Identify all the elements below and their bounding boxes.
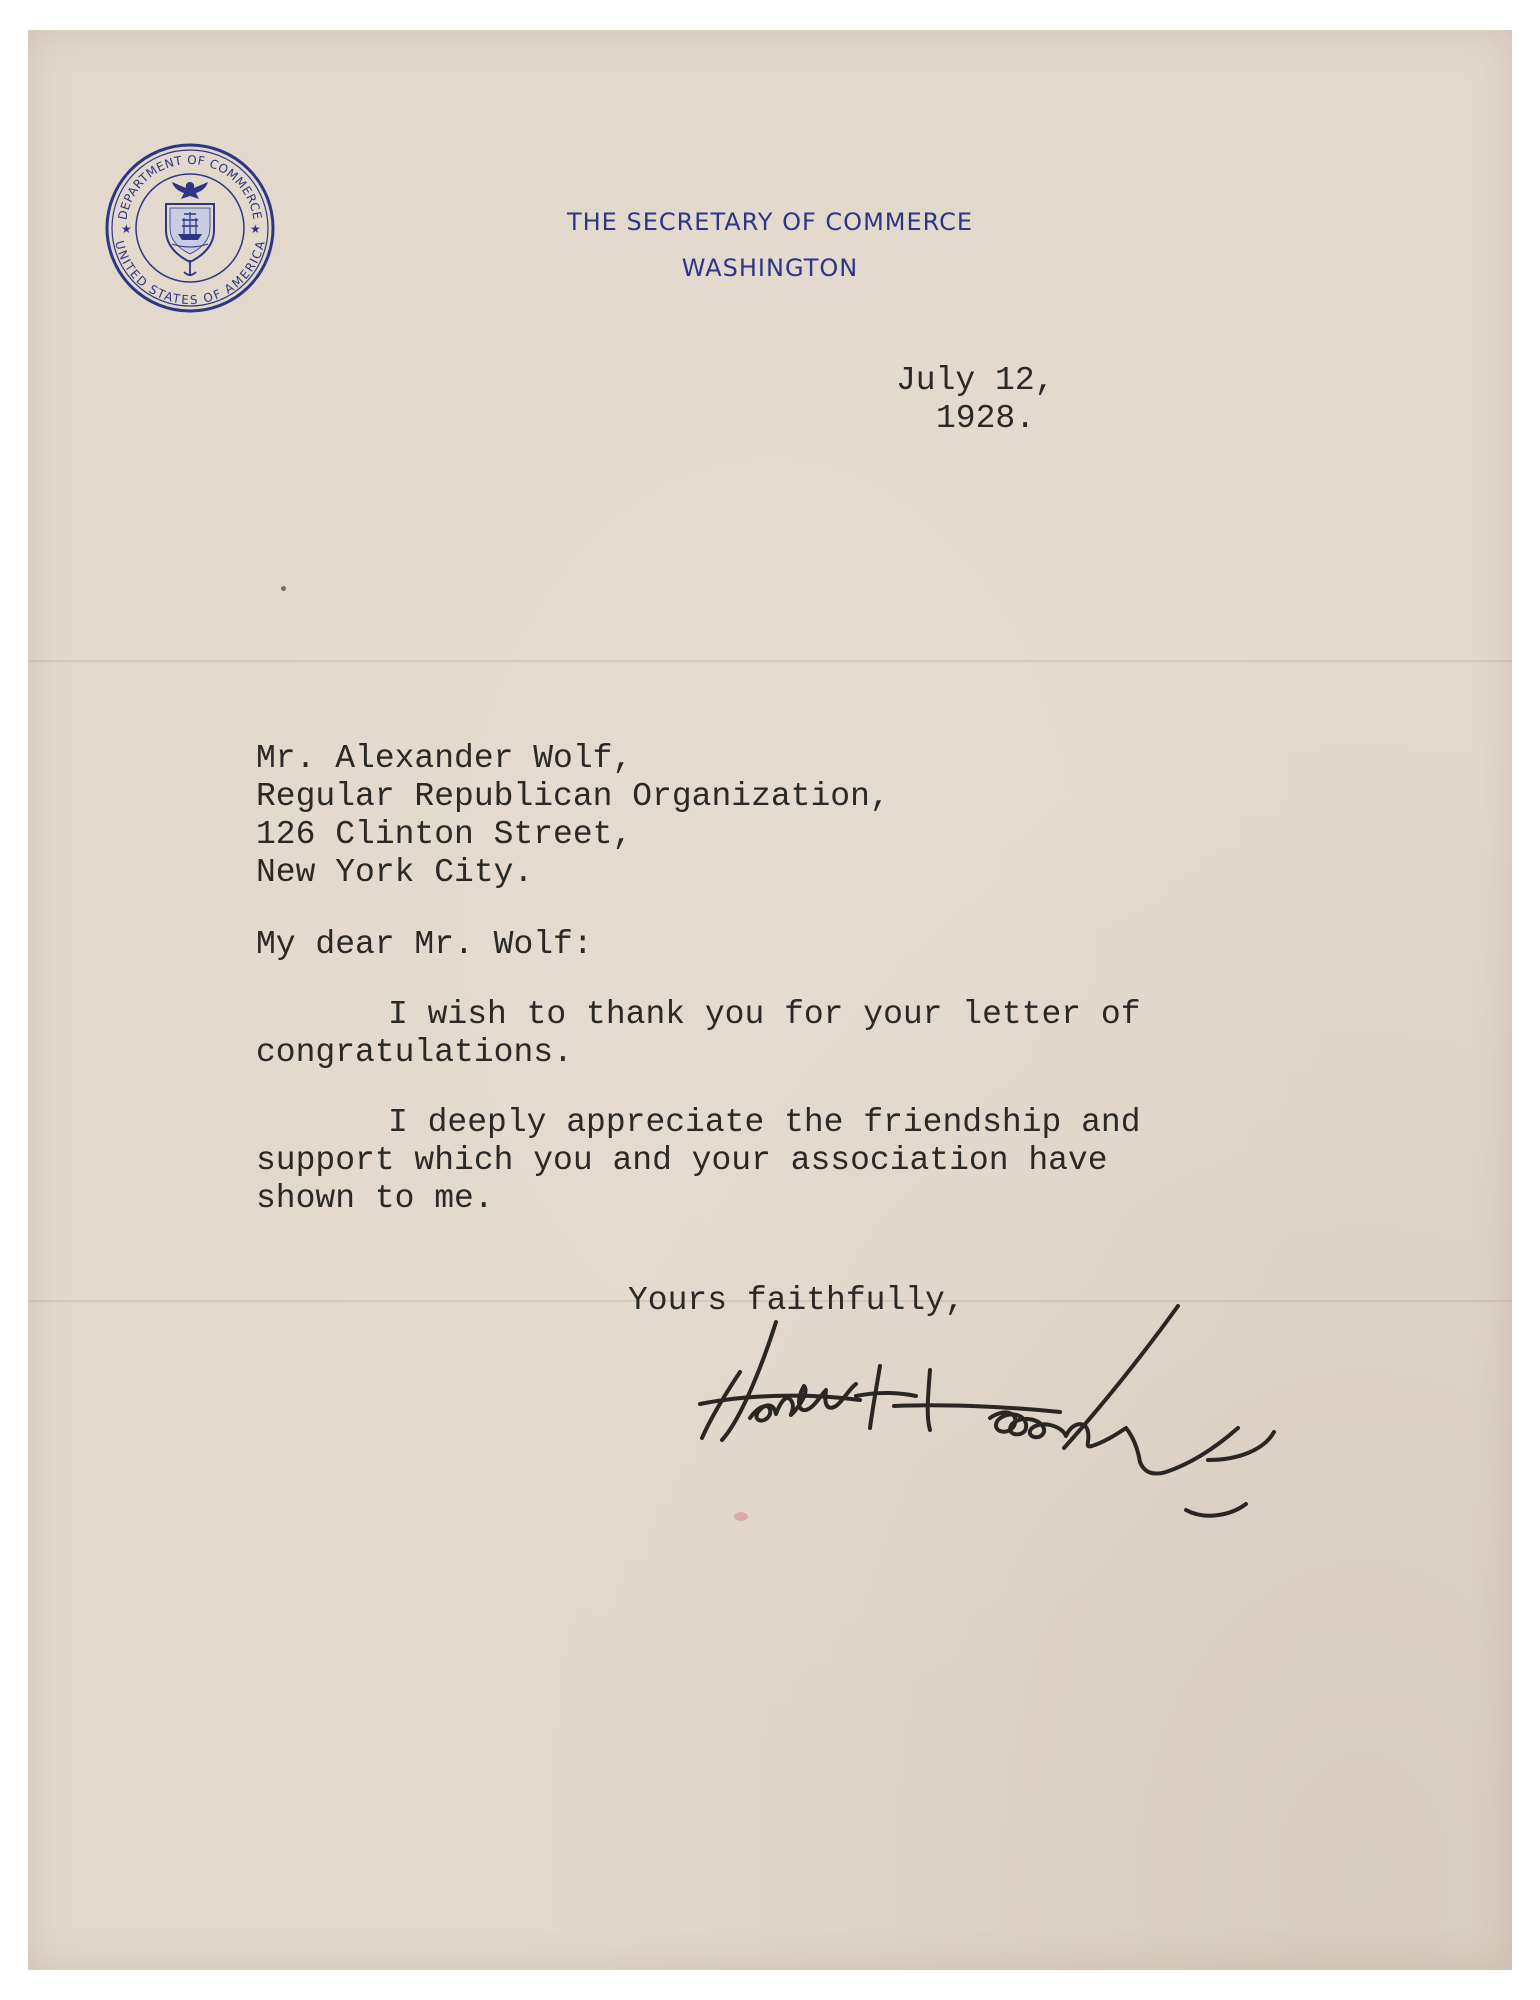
body-paragraph-2-line: shown to me. <box>256 1180 494 1217</box>
recipient-name: Mr. Alexander Wolf, <box>256 740 633 777</box>
handwritten-signature-icon <box>680 1300 1400 1590</box>
letterhead-title: THE SECRETARY OF COMMERCE <box>566 208 974 236</box>
recipient-organization: Regular Republican Organization, <box>256 778 890 815</box>
salutation: My dear Mr. Wolf: <box>256 926 593 963</box>
fold-line <box>28 660 1512 662</box>
date-year: 1928. <box>936 400 1036 437</box>
svg-text:★: ★ <box>121 222 132 236</box>
body-paragraph-2-line: I deeply appreciate the friendship and <box>388 1104 1141 1141</box>
paper-speck <box>281 586 286 591</box>
recipient-street: 126 Clinton Street, <box>256 816 633 853</box>
body-paragraph-2-line: support which you and your association have <box>256 1142 1108 1179</box>
paper-stain <box>734 1512 748 1521</box>
letterhead-city: WASHINGTON <box>681 254 859 282</box>
svg-text:DEPARTMENT OF COMMERCE: DEPARTMENT OF COMMERCE <box>115 152 265 221</box>
department-of-commerce-seal-icon <box>104 142 276 314</box>
closing: Yours faithfully, <box>628 1282 965 1319</box>
recipient-city: New York City. <box>256 854 534 891</box>
body-paragraph-1-line: I wish to thank you for your letter of <box>388 996 1141 1033</box>
body-paragraph-1-line: congratulations. <box>256 1034 573 1071</box>
svg-text:★: ★ <box>250 222 261 236</box>
svg-text:UNITED STATES OF AMERICA: UNITED STATES OF AMERICA <box>112 239 268 308</box>
date-line: July 12, <box>896 362 1055 399</box>
